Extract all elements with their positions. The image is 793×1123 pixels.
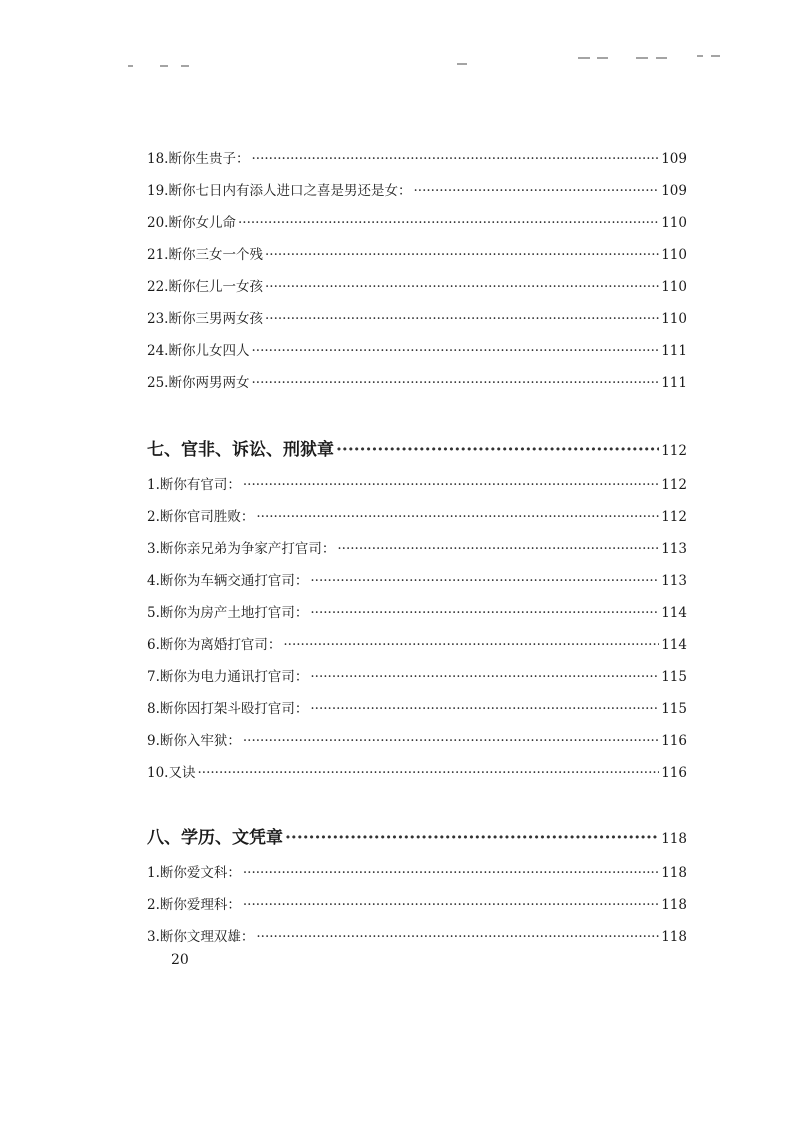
toc-entry xyxy=(147,864,687,882)
toc-entry-label: 10.又诀 xyxy=(147,765,196,781)
chapter-title: 八、学历、文凭章 xyxy=(147,828,283,848)
toc-entry-page: 110 xyxy=(661,311,687,327)
leader-dots xyxy=(413,182,659,200)
toc-entry-label: 1.断你有官司： xyxy=(147,477,241,493)
toc-entry-label: 24.断你儿女四人 xyxy=(147,343,250,359)
toc-entry-page: 113 xyxy=(661,541,687,557)
toc-entry xyxy=(147,246,687,264)
toc-entry-page: 118 xyxy=(661,929,687,945)
toc-entry-label: 19.断你七日内有添人进口之喜是男还是女： xyxy=(147,183,412,199)
toc-entry xyxy=(147,732,687,750)
toc-entry-label: 21.断你三女一个残 xyxy=(147,247,263,263)
leader-dots xyxy=(251,150,659,168)
toc-entry-page: 118 xyxy=(661,865,687,881)
toc-entry-page: 111 xyxy=(661,343,687,359)
leader-dots xyxy=(251,374,659,392)
leader-dots xyxy=(337,540,659,558)
toc-entry-label: 20.断你女儿命 xyxy=(147,215,236,231)
toc-entry-label: 5.断你为房产土地打官司： xyxy=(147,605,309,621)
toc-entry-page: 114 xyxy=(661,637,687,653)
toc-entry xyxy=(147,700,687,718)
toc-entry xyxy=(147,604,687,622)
toc-entry xyxy=(147,150,687,168)
toc-entry xyxy=(147,214,687,232)
toc-entry xyxy=(147,342,687,360)
toc-entry-label: 6.断你为离婚打官司： xyxy=(147,637,282,653)
toc-entry-page: 115 xyxy=(661,701,687,717)
toc-entry-page: 111 xyxy=(661,375,687,391)
leader-dots xyxy=(256,928,659,946)
toc-entry-label: 22.断你仨儿一女孩 xyxy=(147,279,263,295)
chapter-heading xyxy=(147,829,687,848)
leader-dots xyxy=(243,864,659,882)
toc-entry-page: 109 xyxy=(661,183,687,199)
toc-entry-page: 110 xyxy=(661,247,687,263)
toc-entry-label: 2.断你官司胜败： xyxy=(147,509,255,525)
leader-dots xyxy=(285,829,659,847)
toc-entry-page: 115 xyxy=(661,669,687,685)
toc-entry xyxy=(147,476,687,494)
toc-entry-page: 109 xyxy=(661,151,687,167)
toc-entry-page: 112 xyxy=(661,477,687,493)
toc-entry-label: 1.断你爱文科： xyxy=(147,865,241,881)
chapter-title: 七、官非、诉讼、刑狱章 xyxy=(147,440,334,460)
leader-dots xyxy=(251,342,659,360)
toc-entry xyxy=(147,374,687,392)
toc-entry xyxy=(147,572,687,590)
leader-dots xyxy=(283,636,659,654)
toc-entry-label: 8.断你因打架斗殴打官司： xyxy=(147,701,309,717)
leader-dots xyxy=(238,214,659,232)
toc-entry-label: 18.断你生贵子： xyxy=(147,151,250,167)
toc-entry-page: 113 xyxy=(661,573,687,589)
toc-entry xyxy=(147,310,687,328)
chapter-heading xyxy=(147,441,687,460)
toc-entry-label: 2.断你爱理科： xyxy=(147,897,241,913)
leader-dots xyxy=(310,572,659,590)
toc-entry-label: 23.断你三男两女孩 xyxy=(147,311,263,327)
toc-entry xyxy=(147,928,687,946)
toc-entry-page: 114 xyxy=(661,605,687,621)
toc-entry-page: 118 xyxy=(661,897,687,913)
toc-entry-page: 116 xyxy=(661,733,687,749)
toc-entry-page: 112 xyxy=(661,509,687,525)
leader-dots xyxy=(243,476,659,494)
leader-dots xyxy=(265,310,659,328)
leader-dots xyxy=(265,278,659,296)
leader-dots xyxy=(336,441,659,459)
toc-entry xyxy=(147,278,687,296)
toc-entry xyxy=(147,182,687,200)
toc-entry xyxy=(147,668,687,686)
leader-dots xyxy=(265,246,659,264)
page-number: 20 xyxy=(171,952,189,968)
toc-entry-label: 7.断你为电力通讯打官司： xyxy=(147,669,309,685)
toc-entry-label: 9.断你入牢狱： xyxy=(147,733,241,749)
leader-dots xyxy=(310,668,659,686)
toc-entry-label: 3.断你亲兄弟为争家产打官司： xyxy=(147,541,336,557)
toc-entry-page: 116 xyxy=(661,765,687,781)
toc-entry-label: 25.断你两男两女 xyxy=(147,375,250,391)
leader-dots xyxy=(243,732,659,750)
toc-entry-page: 110 xyxy=(661,215,687,231)
toc-entry-page: 110 xyxy=(661,279,687,295)
toc-entry xyxy=(147,540,687,558)
toc-entry-label: 3.断你文理双雄： xyxy=(147,929,255,945)
leader-dots xyxy=(310,700,659,718)
toc-entry xyxy=(147,508,687,526)
leader-dots xyxy=(256,508,659,526)
chapter-page: 112 xyxy=(661,443,687,459)
toc-entry xyxy=(147,764,687,782)
leader-dots xyxy=(310,604,659,622)
leader-dots xyxy=(197,764,659,782)
toc-entry xyxy=(147,636,687,654)
toc-entry-label: 4.断你为车辆交通打官司： xyxy=(147,573,309,589)
toc-entry xyxy=(147,896,687,914)
chapter-page: 118 xyxy=(661,831,687,847)
scan-artifacts xyxy=(0,0,793,120)
leader-dots xyxy=(243,896,659,914)
